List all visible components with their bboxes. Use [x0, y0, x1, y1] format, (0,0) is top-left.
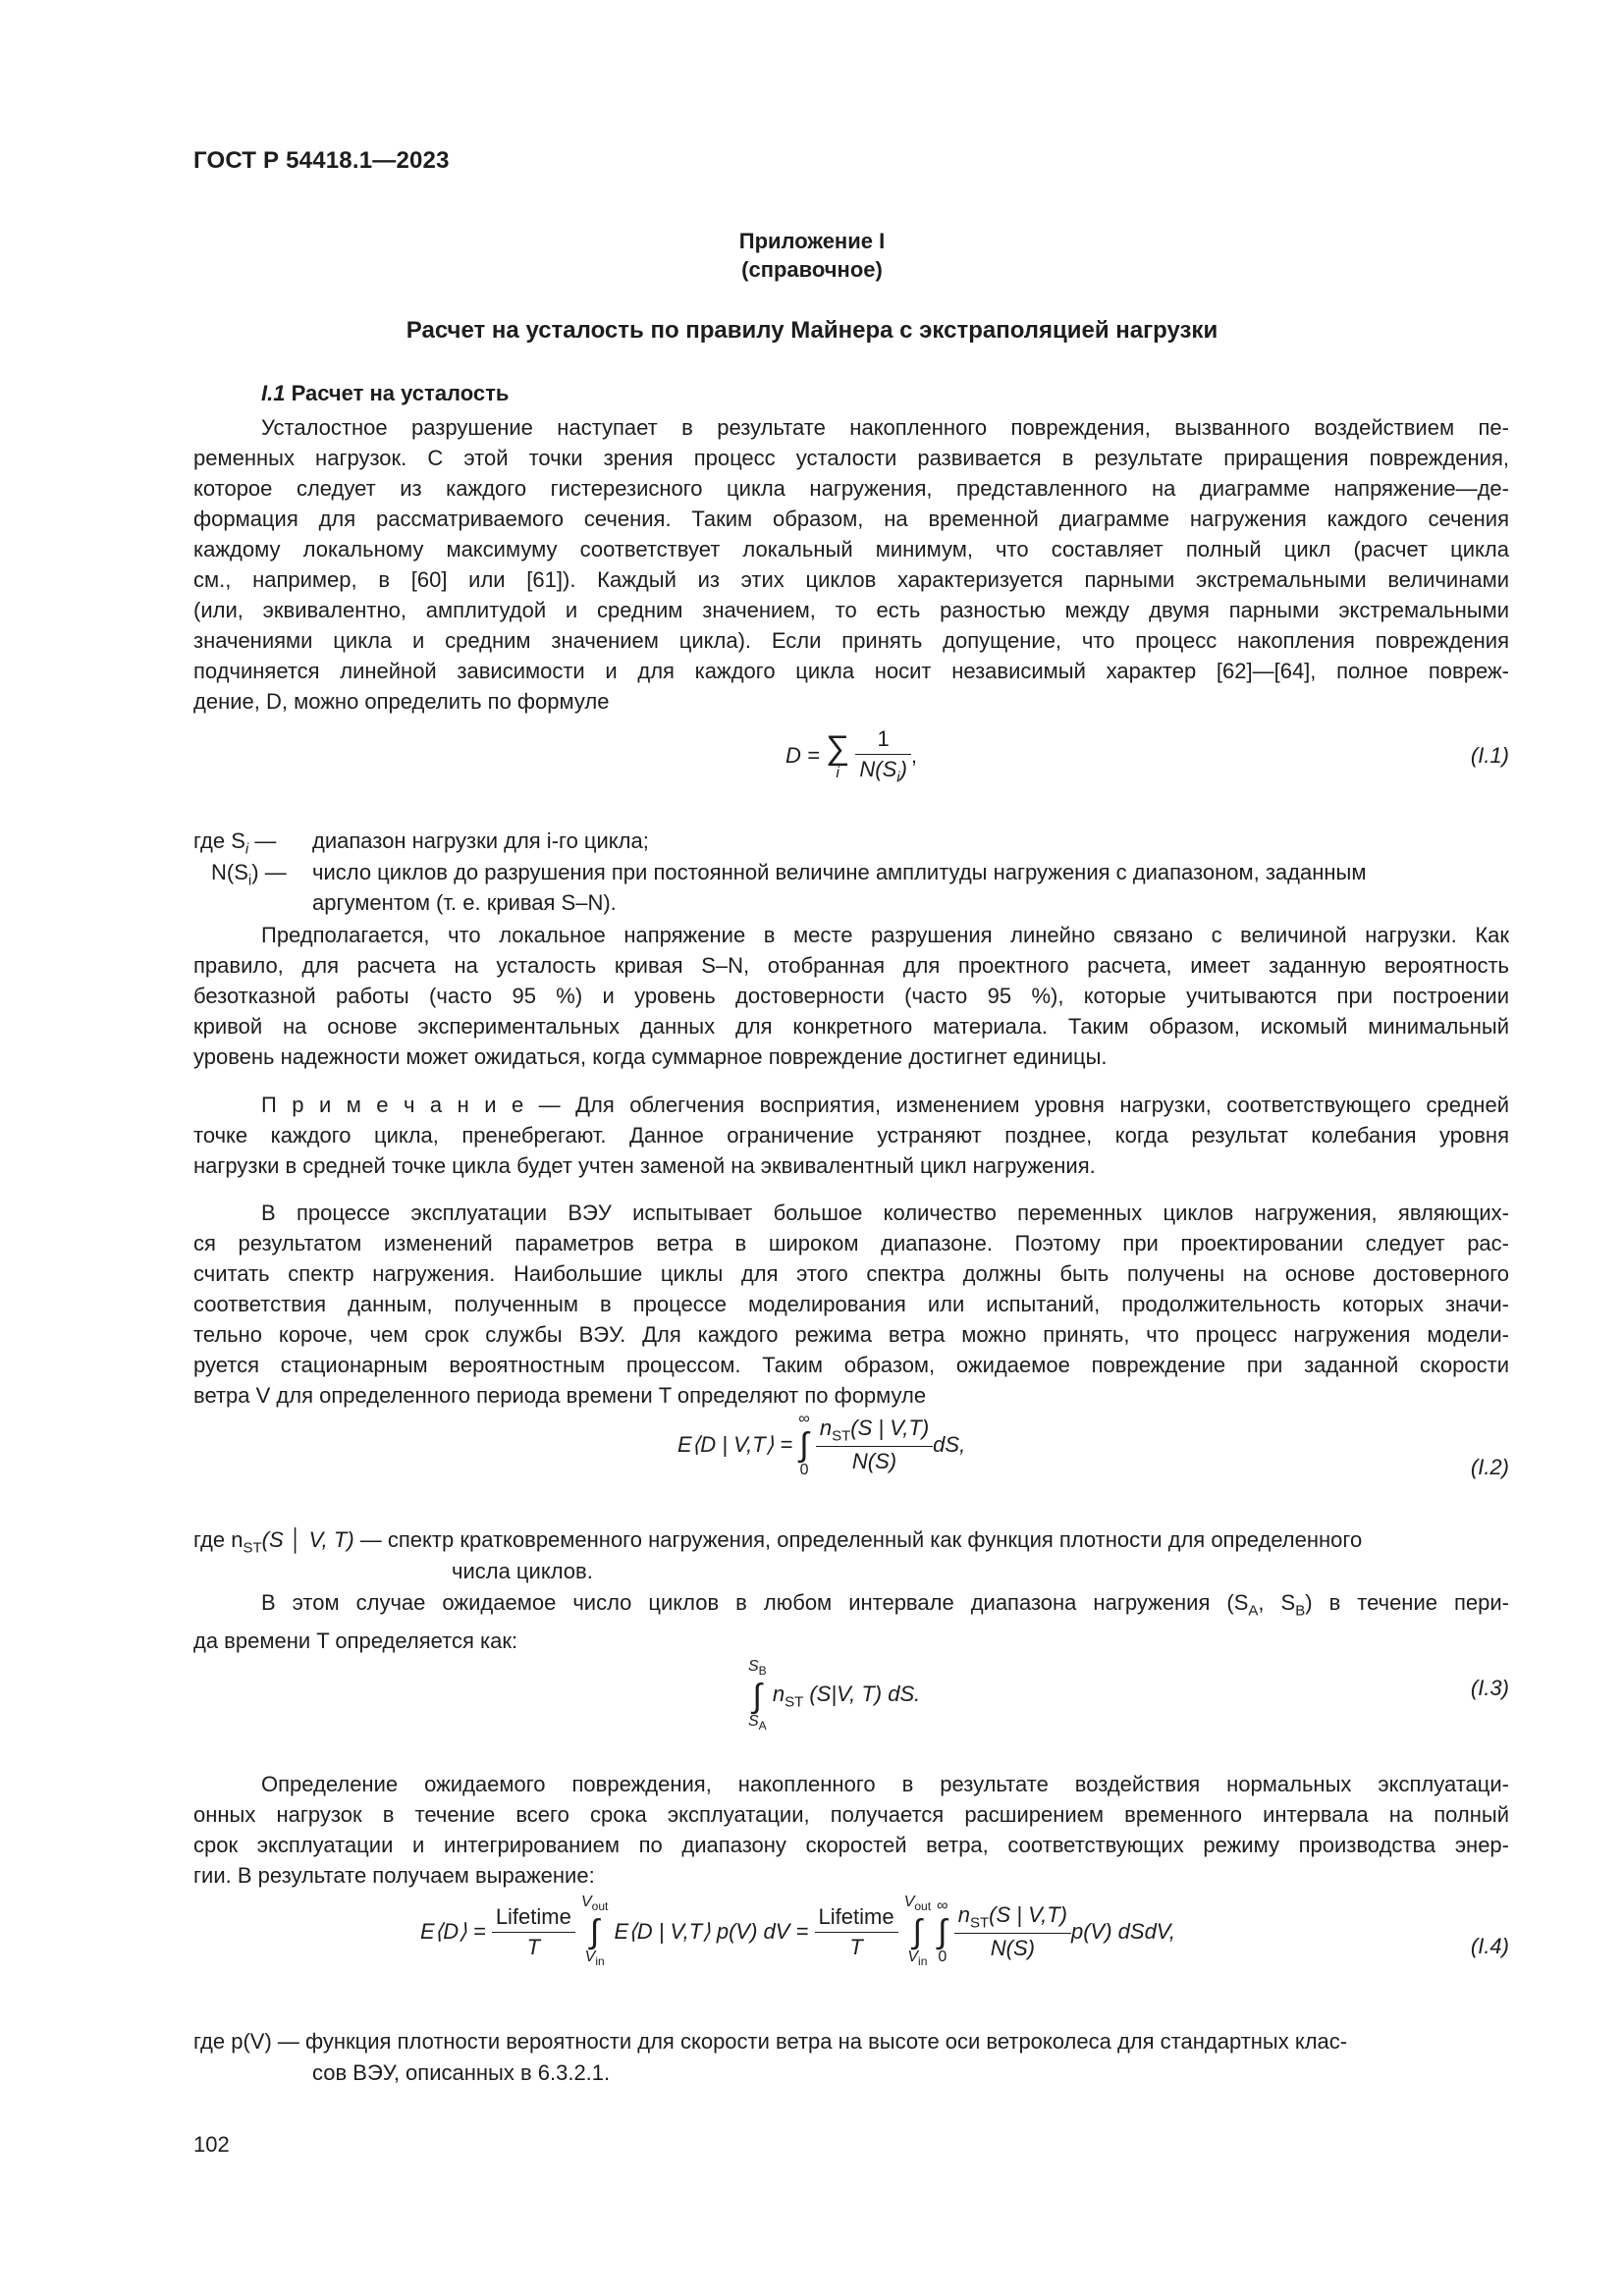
p3-line: В процессе эксплуатации ВЭУ испытывает большое количество переменных циклов нагружения, являющих- — [261, 1201, 1509, 1225]
p3-line: ся результатом изменений параметров ветра в широком диапазоне. Поэтому при проектировании следует рас- — [193, 1231, 1509, 1255]
equation-2-number: (I.2) — [1470, 1455, 1509, 1479]
p2-line: кривой на основе экспериментальных данных для конкретного материала. Таким образом, искомый минимальный — [193, 1014, 1509, 1039]
eq1-denominator: $N(S_i)$ — [859, 757, 907, 786]
p1-line: дение, D, можно определить по формуле — [193, 689, 610, 714]
paragraph-3 — [193, 1198, 1509, 1411]
p5-line: гии. В результате получаем выражение: — [193, 1863, 595, 1888]
p1-line: значениями цикла и средним значением цикла). Если принять допущение, что процесс накопления повреждения — [193, 628, 1509, 653]
note-line: точке каждого цикла, пренебрегают. Данное ограничение устраняют позднее, когда результат колебания уровня — [193, 1123, 1509, 1148]
where-term-nsi: $N(S_i)$ — — [211, 860, 287, 889]
paragraph-5 — [193, 1769, 1509, 1891]
where-text-nst: спектр кратковременного нагружения, определенный как функция плотности для определенного — [387, 1527, 1363, 1552]
p2-line: Предполагается, что локальное напряжение в месте разрушения линейно связано с величиной нагрузки. Как — [261, 923, 1509, 947]
where-nst — [193, 1524, 1509, 1563]
paragraph-4 — [193, 1587, 1509, 1656]
eq4-tail: p(V) dSdV, — [1070, 1919, 1175, 1945]
where-text-pv-2: сов ВЭУ, описанных в 6.3.2.1. — [312, 2060, 611, 2085]
equation-1 — [785, 726, 917, 785]
p1-line: (или, эквивалентно, амплитудой и средним значением, то есть разностью между двумя парными экстремальными — [193, 598, 1509, 622]
note-line: нагрузки в средней точке цикла будет учтен заменой на эквивалентный цикл нагружения. — [193, 1153, 1096, 1178]
p3-line: тельно короче, чем срок службы ВЭУ. Для каждого режима ветра можно принять, что процесс нагружения модели- — [193, 1322, 1509, 1347]
p1-line: Усталостное разрушение наступает в результате накопленного повреждения, вызванного воздействием пе- — [261, 415, 1509, 440]
equation-3-number: (I.3) — [1470, 1676, 1509, 1700]
eq1-lhs: D = — [785, 743, 820, 769]
p1-line: которое следует из каждого гистерезисного цикла нагружения, представленного на диаграмме напряжение—де- — [193, 476, 1509, 501]
section-number: I.1 — [261, 381, 286, 405]
eq1-sum-index: i — [836, 765, 839, 782]
document-code: ГОСТ Р 54418.1—2023 — [193, 147, 450, 174]
where-text-nst-2: числа циклов. — [452, 1559, 593, 1583]
p5-line: срок эксплуатации и интегрированием по диапазону скоростей ветра, соответствующих режиму производства энер- — [193, 1833, 1509, 1857]
section-heading — [261, 381, 509, 406]
note-paragraph — [193, 1090, 1509, 1181]
paragraph-2 — [193, 920, 1509, 1072]
equation-4-number: (I.4) — [1470, 1934, 1509, 1958]
eq4-fraction-1: $\frac{\text{Lifetime}}{T}$ — [492, 1904, 575, 1960]
where-term-si: где $S_i$ — — [193, 828, 277, 858]
eq1-tail: , — [910, 743, 918, 769]
where-text-si: диапазон нагрузки для i-го цикла; — [312, 828, 649, 853]
p2-line: уровень надежности может ожидаться, когда суммарное повреждение достигнет единицы. — [193, 1044, 1108, 1069]
p5-line: Определение ожидаемого повреждения, накопленного в результате воздействия нормальных эксплуатаци- — [261, 1772, 1509, 1796]
eq3-body: $n_{ST}$ (S|V, T) dS. — [772, 1682, 921, 1711]
where-text-nsi: число циклов до разрушения при постоянной величине амплитуды нагружения с диапазоном, заданным аргументом (т. е. кривая S–N). — [312, 860, 1367, 915]
eq2-numerator: $n_{ST}(S$ | V,T) — [816, 1415, 933, 1447]
eq1-sum: ∑ — [825, 729, 850, 768]
eq2-fraction — [816, 1415, 933, 1474]
p3-line: соответствия данным, полученным в процессе моделирования или испытаний, продолжительность которых значи- — [193, 1292, 1509, 1316]
p3-line: руется стационарным вероятностным процессом. Таким образом, ожидаемое повреждение при заданной скорости — [193, 1353, 1509, 1377]
equation-3 — [748, 1659, 920, 1734]
eq2-denominator: N(S) — [851, 1449, 897, 1474]
p1-line: формация для рассматриваемого сечения. Таким образом, на временной диаграмме нагружения каждого сечения — [193, 507, 1509, 531]
where-term-nst: где $n_{ST}(S$ │ V, T) — — [193, 1527, 382, 1557]
paragraph-1 — [193, 412, 1509, 717]
eq1-numerator: 1 — [855, 726, 911, 755]
integral-symbol: ∞ ∫ 0 — [798, 1411, 810, 1478]
where-pv — [193, 2026, 1509, 2056]
eq3-upper-limit: $S_B$ — [748, 1658, 767, 1679]
section-title: Расчет на усталость — [291, 381, 510, 405]
integral-symbol: ∞ ∫ 0 — [937, 1897, 948, 1966]
eq4-fraction-3: $\frac{n_{ST}(S | V,T)}{N(S)}$ — [954, 1902, 1071, 1961]
p1-line: подчиняется линейной зависимости и для каждого цикла носит независимый характер [62]—[64], полное повреж- — [193, 659, 1509, 683]
p1-line: см., например, в [60] или [61]). Каждый из этих циклов характеризуется парными экстремальными величинами — [193, 567, 1509, 592]
note-line: П р и м е ч а н и е — Для облегчения восприятия, изменением уровня нагрузки, соответствующего средней — [261, 1093, 1509, 1117]
p4-line: да времени T определяется как: — [193, 1629, 518, 1654]
annex-heading: Расчет на усталость по правилу Майнера с экстраполяцией нагрузки — [406, 317, 1218, 344]
p5-line: онных нагрузок в течение всего срока эксплуатации, получается расширением временного интервала на полный — [193, 1802, 1509, 1827]
eq4-mid: E⟨D | V,T⟩ p(V) dV = — [614, 1919, 809, 1945]
eq2-lhs: E⟨D | V,T⟩ = — [677, 1432, 793, 1457]
page-number: 102 — [193, 2132, 230, 2157]
where-text-pv: функция плотности вероятности для скорости ветра на высоте оси ветроколеса для стандартных клас- — [305, 2029, 1348, 2054]
p2-line: правило, для расчета на усталость кривая S–N, отобранная для проектного расчета, имеет заданную вероятность — [193, 953, 1509, 978]
integral-symbol: $V_{out}$ ∫ $V_{in}$ — [903, 1894, 932, 1969]
eq1-fraction — [855, 726, 911, 785]
integral-symbol: $S_B$ ∫ $S_A$ — [748, 1658, 767, 1734]
eq3-lower-limit: $S_A$ — [748, 1713, 767, 1734]
eq4-fraction-2: $\frac{\text{Lifetime}}{T}$ — [815, 1904, 898, 1960]
p3-line: ветра V для определенного периода времени T определяют по формуле — [193, 1383, 927, 1408]
equation-4 — [420, 1895, 1175, 1969]
p1-line: каждому локальному максимуму соответствует локальный минимум, что составляет полный цикл (расчет цикла — [193, 537, 1509, 561]
eq2-upper-limit: ∞ — [798, 1411, 810, 1427]
sum-symbol — [826, 730, 849, 781]
eq2-lower-limit: 0 — [799, 1462, 809, 1478]
p3-line: считать спектр нагружения. Наибольшие циклы для этого спектра должны быть получены на основе достоверного — [193, 1261, 1509, 1286]
eq2-tail: dS, — [933, 1432, 966, 1457]
annex-title: Приложение I — [738, 229, 886, 253]
p2-line: безотказной работы (часто 95 %) и уровень достоверности (часто 95 %), которые учитываются при построении — [193, 984, 1509, 1008]
eq4-lhs: E⟨D⟩ = — [420, 1919, 486, 1945]
p1-line: ременных нагрузок. С этой точки зрения процесс усталости развивается в результате приращения повреждения, — [193, 446, 1509, 470]
where-term-pv: где p(V) — — [193, 2029, 299, 2054]
equation-1-number: (I.1) — [1470, 743, 1509, 768]
p4-line: В этом случае ожидаемое число циклов в любом интервале диапазона нагружения ($S_A$, $S_B$) в течение пери- — [261, 1590, 1509, 1620]
integral-symbol: $V_{out}$ ∫ $V_{in}$ — [580, 1894, 609, 1969]
annex-type: (справочное) — [741, 257, 883, 282]
equation-2 — [677, 1412, 965, 1478]
